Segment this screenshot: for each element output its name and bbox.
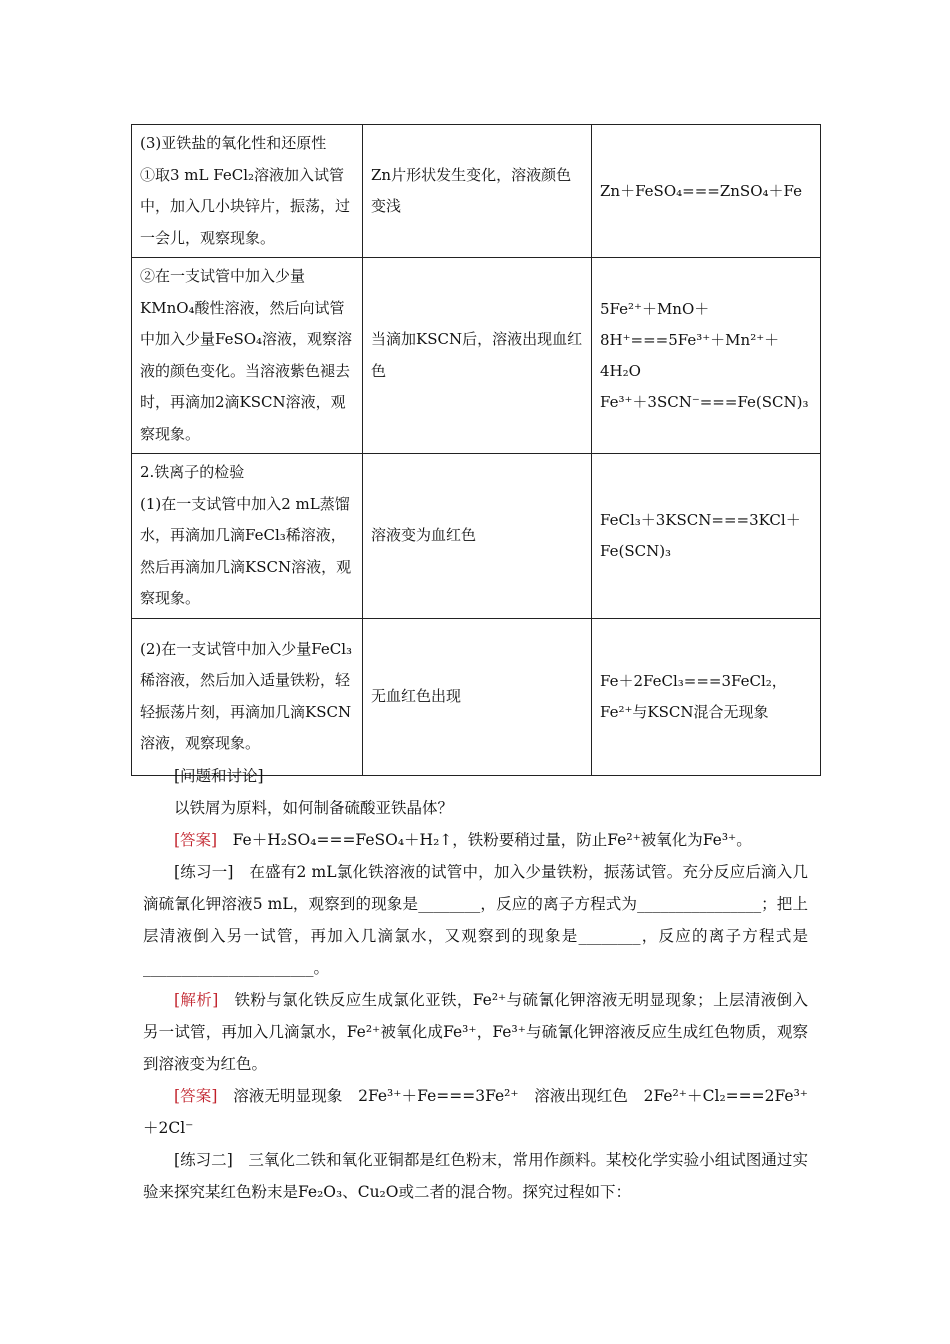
- exercise-two-paragraph: [143, 1144, 808, 1208]
- analysis-text: 铁粉与氯化铁反应生成氯化亚铁，Fe²⁺与硫氰化钾溶液无明显现象；上层清液倒入另一试管，再加入几滴氯水，Fe²⁺被氧化成Fe³⁺，Fe³⁺与硫氰化钾溶液反应生成红色物质，观察到溶液变为红色。: [143, 991, 808, 1073]
- phenomenon-cell: [363, 258, 592, 454]
- cell-line: 无血红色出现: [371, 686, 462, 705]
- cell-line: 5Fe²⁺＋MnO＋8H⁺===5Fe³⁺＋Mn²⁺＋4H₂O: [600, 299, 780, 380]
- phenomenon-cell: [363, 618, 592, 775]
- body-text: [143, 760, 808, 1208]
- cell-line: 当滴加KSCN后，溶液出现血红色: [371, 330, 583, 380]
- cell-line: ①取3 mL FeCl₂溶液加入试管中，加入几小块锌片，振荡，过一会儿，观察现象。: [140, 165, 351, 247]
- cell-line: (2)在一支试管中加入少量FeCl₃稀溶液，然后加入适量铁粉，轻轻振荡片刻，再滴加几滴KSCN溶液，观察现象。: [140, 639, 353, 752]
- phenomenon-cell: [363, 125, 592, 258]
- answer-two-tag: [答案]: [174, 1087, 218, 1105]
- experiment-table: [131, 124, 821, 776]
- procedure-cell: [132, 125, 363, 258]
- cell-line: Fe³⁺＋3SCN⁻===Fe(SCN)₃: [600, 392, 809, 411]
- procedure-cell: [132, 618, 363, 775]
- table-row: [132, 618, 821, 775]
- cell-line: FeCl₃＋3KSCN===3KCl＋Fe(SCN)₃: [600, 510, 801, 560]
- equation-cell: [592, 258, 821, 454]
- answer-two-paragraph: [143, 1080, 808, 1144]
- exercise-two-tag: [练习二]: [174, 1151, 233, 1169]
- cell-line: Fe＋2FeCl₃===3FeCl₂，Fe²⁺与KSCN混合无现象: [600, 671, 787, 721]
- cell-line: (1)在一支试管中加入2 mL蒸馏水，再滴加几滴FeCl₃稀溶液，然后再滴加几滴KSCN溶液，观察现象。: [140, 494, 352, 607]
- table-row: [132, 454, 821, 619]
- procedure-cell: [132, 258, 363, 454]
- equation-cell: [592, 125, 821, 258]
- phenomenon-cell: [363, 454, 592, 619]
- exercise-one-text: 在盛有2 mL氯化铁溶液的试管中，加入少量铁粉，振荡试管。充分反应后滴入几滴硫氰化钾溶液5 mL，观察到的现象是________，反应的离子方程式为________________；把上层清液倒入另一试管，再加入几滴氯水，又观察到的现象是________，反应的离子方程式是______________________。: [143, 863, 808, 977]
- answer-paragraph: [143, 824, 808, 856]
- answer-text: Fe＋H₂SO₄===FeSO₄＋H₂↑，铁粉要稍过量，防止Fe²⁺被氧化为Fe³⁺。: [232, 831, 752, 849]
- cell-line: 溶液变为血红色: [371, 526, 477, 544]
- exercise-one-paragraph: [143, 856, 808, 984]
- equation-cell: [592, 618, 821, 775]
- answer-tag: [答案]: [174, 831, 218, 849]
- cell-line: ②在一支试管中加入少量KMnO₄酸性溶液，然后向试管中加入少量FeSO₄溶液，观察溶液的颜色变化。当溶液紫色褪去时，再滴加2滴KSCN溶液，观察现象。: [140, 267, 353, 443]
- exercise-one-tag: [练习一]: [174, 863, 234, 881]
- cell-line: Zn＋FeSO₄===ZnSO₄＋Fe: [600, 181, 802, 200]
- procedure-cell: [132, 454, 363, 619]
- discussion-question: 以铁屑为原料，如何制备硫酸亚铁晶体？: [174, 799, 454, 817]
- answer-two-text: 溶液无明显现象 2Fe³⁺＋Fe===3Fe²⁺ 溶液出现红色 2Fe²⁺＋Cl₂===2Fe³⁺＋2Cl⁻: [143, 1087, 808, 1137]
- cell-line: 2.铁离子的检验: [140, 463, 245, 481]
- cell-line: Zn片形状发生变化，溶液颜色变浅: [371, 165, 572, 215]
- exercise-two-text: 三氧化二铁和氧化亚铜都是红色粉末，常用作颜料。某校化学实验小组试图通过实验来探究某红色粉末是Fe₂O₃、Cu₂O或二者的混合物。探究过程如下：: [143, 1151, 808, 1201]
- equation-cell: [592, 454, 821, 619]
- discussion-heading: [问题和讨论]: [174, 767, 264, 785]
- table-row: [132, 125, 821, 258]
- table-row: [132, 258, 821, 454]
- cell-line: (3)亚铁盐的氧化性和还原性: [140, 134, 327, 152]
- analysis-tag: [解析]: [174, 991, 219, 1009]
- analysis-paragraph: [143, 984, 808, 1080]
